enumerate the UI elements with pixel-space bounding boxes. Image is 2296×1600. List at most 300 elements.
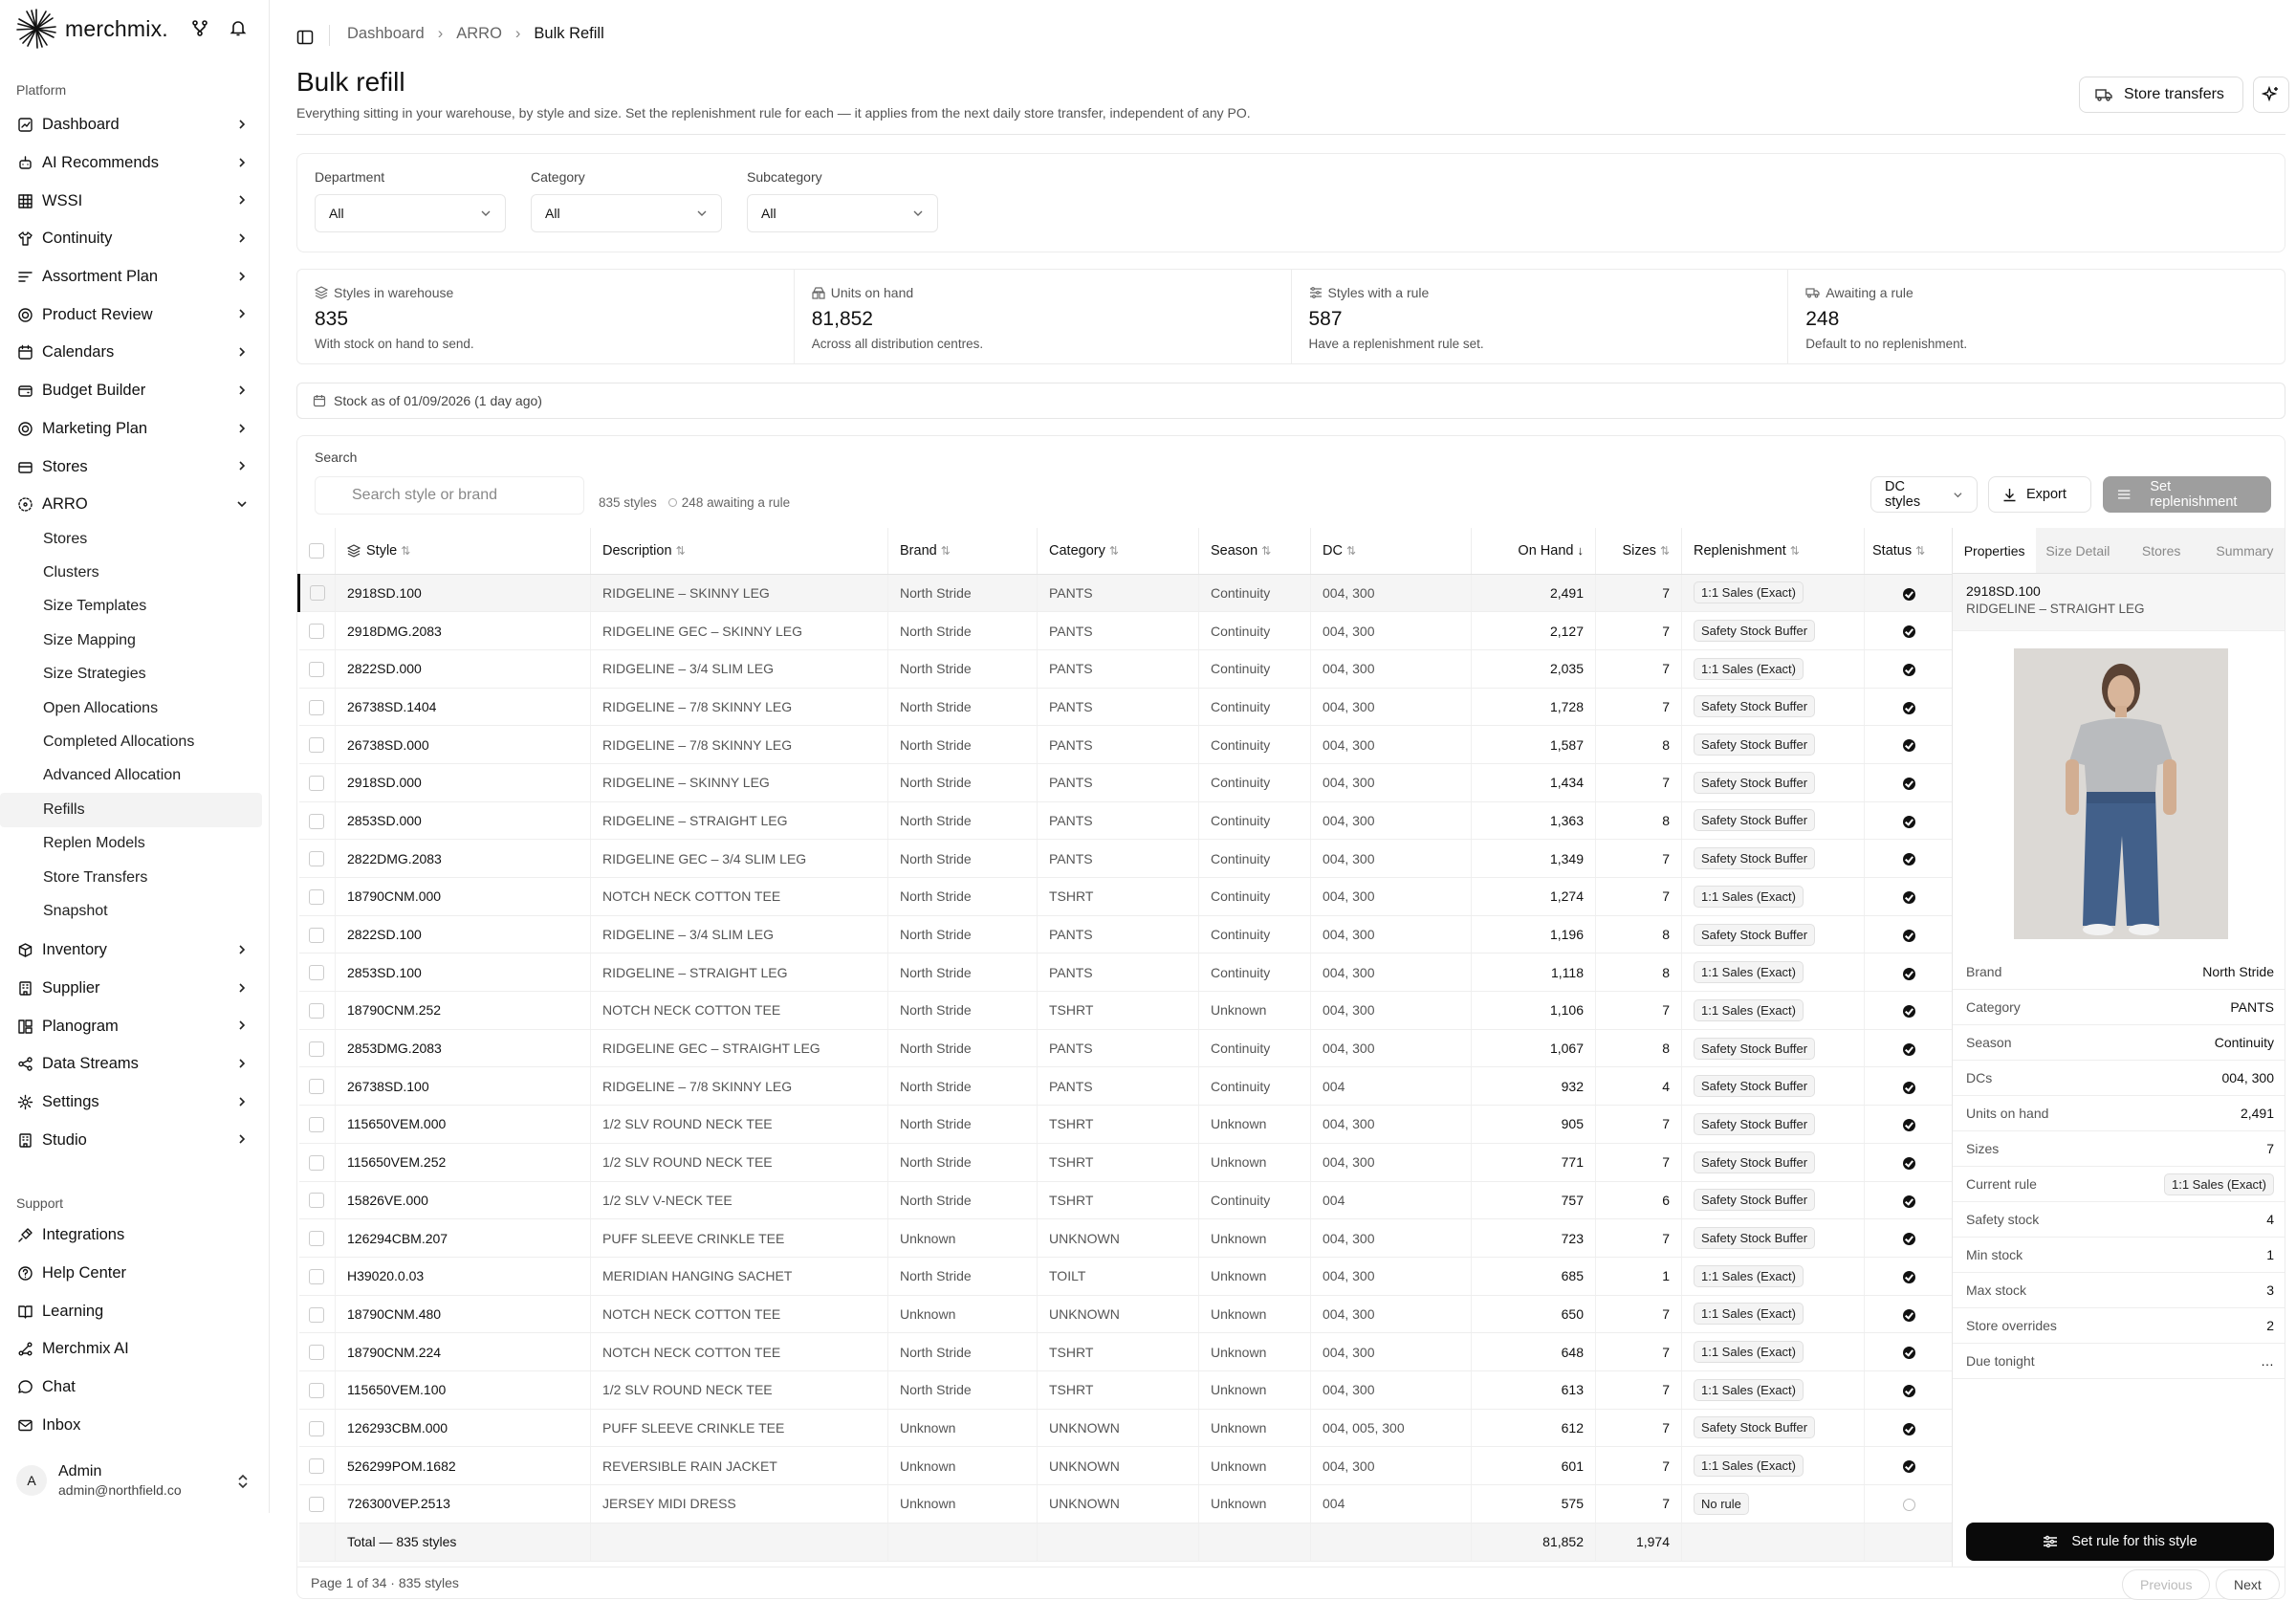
store-transfers-label: Store transfers [2124, 86, 2224, 102]
cell-style: 526299POM.1682 [336, 1447, 591, 1485]
gear-icon [17, 1094, 33, 1110]
sidebar-item-label: AI Recommends [42, 154, 159, 172]
sidebar-item-planogram[interactable] [0, 1007, 270, 1045]
tab-stores[interactable]: Stores [2120, 528, 2203, 573]
col-on-hand-label: On Hand [1518, 542, 1574, 559]
cell-on-hand: 2,035 [1472, 649, 1596, 688]
cell-brand: North Stride [888, 649, 1038, 688]
property-value: 1:1 Sales (Exact) [2164, 1173, 2274, 1195]
table-row[interactable] [299, 1219, 1954, 1258]
table-row[interactable] [299, 1447, 1954, 1485]
cell-season: Unknown [1199, 1143, 1311, 1181]
row-checkbox[interactable] [299, 649, 336, 688]
sidebar-item-product-review[interactable] [0, 296, 270, 334]
cell-style: 115650VEM.252 [336, 1143, 591, 1181]
cell-on-hand: 2,127 [1472, 612, 1596, 650]
cell-dc: 004, 300 [1311, 992, 1472, 1030]
col-style[interactable] [336, 528, 591, 574]
cell-dc: 004, 300 [1311, 878, 1472, 916]
cell-brand: North Stride [888, 1370, 1038, 1409]
cell-status [1865, 1447, 1954, 1485]
cell-on-hand: 905 [1472, 1106, 1596, 1144]
cell-brand: North Stride [888, 1067, 1038, 1106]
check-circle-icon [1903, 1119, 1915, 1131]
truck-icon [2095, 87, 2112, 102]
cell-season: Unknown [1199, 1295, 1311, 1333]
plug-icon [17, 1227, 33, 1243]
sidebar-item-label: Settings [42, 1093, 99, 1111]
sort-desc-icon: ↓ [1577, 542, 1584, 558]
table-row[interactable] [299, 649, 1954, 688]
arro-subitem-snapshot[interactable]: Snapshot [43, 902, 108, 919]
box-icon [17, 942, 33, 958]
sliders-icon [17, 269, 33, 285]
sidebar-item-merchmix-ai[interactable] [0, 1330, 270, 1369]
cell-category: PANTS [1038, 612, 1199, 650]
table-row[interactable] [299, 1485, 1954, 1523]
cell-category: UNKNOWN [1038, 1485, 1199, 1523]
table-row[interactable] [299, 953, 1954, 992]
cell-status [1865, 1409, 1954, 1447]
col-description[interactable] [591, 528, 888, 574]
store-transfers-button[interactable] [2079, 77, 2243, 113]
table-row[interactable] [299, 1295, 1954, 1333]
sparkle-icon [2262, 85, 2281, 104]
cell-on-hand: 932 [1472, 1067, 1596, 1106]
cell-season: Unknown [1199, 1219, 1311, 1258]
cell-description: JERSEY MIDI DRESS [591, 1485, 888, 1523]
replenishment-badge: Safety Stock Buffer [1694, 1416, 1815, 1438]
tab-properties[interactable]: Properties [1953, 528, 2036, 573]
arro-subitem-size-mapping[interactable]: Size Mapping [43, 631, 136, 648]
cell-replenishment [1682, 574, 1865, 612]
cell-on-hand: 601 [1472, 1447, 1596, 1485]
col-status[interactable] [1865, 528, 1954, 574]
sidebar-item-inbox[interactable] [0, 1406, 270, 1444]
cell-category: PANTS [1038, 801, 1199, 840]
boxes-icon [812, 286, 825, 299]
sidebar-item-ai-recommends[interactable] [0, 144, 270, 183]
dc-styles-label: DC styles [1885, 479, 1921, 510]
cell-season: Continuity [1199, 763, 1311, 801]
check-circle-icon [1903, 891, 1915, 904]
table-row[interactable] [299, 763, 1954, 801]
search-input[interactable] [315, 476, 584, 515]
cell-on-hand: 575 [1472, 1485, 1596, 1523]
cell-brand: Unknown [888, 1295, 1038, 1333]
row-checkbox[interactable] [299, 1333, 336, 1371]
sort-icon: ⇅ [940, 543, 951, 558]
table-row[interactable] [299, 840, 1954, 878]
arro-subitem-open-allocations[interactable]: Open Allocations [43, 699, 159, 716]
arro-subitem-stores[interactable]: Stores [43, 530, 88, 547]
chevron-down-icon [1953, 490, 1963, 500]
cell-on-hand: 1,349 [1472, 840, 1596, 878]
col-brand[interactable] [888, 528, 1038, 574]
row-checkbox[interactable] [299, 992, 336, 1030]
set-replenishment-button[interactable] [2103, 476, 2271, 513]
sidebar-item-label: Stores [42, 457, 88, 475]
sidebar-item-dashboard[interactable] [0, 106, 270, 144]
check-circle-icon [1903, 1082, 1915, 1094]
cell-season: Unknown [1199, 1409, 1311, 1447]
row-checkbox[interactable] [299, 1106, 336, 1144]
row-checkbox[interactable] [299, 1067, 336, 1106]
previous-page-button[interactable]: Previous [2122, 1569, 2210, 1600]
cell-category: TOILT [1038, 1257, 1199, 1295]
row-checkbox[interactable] [299, 1447, 336, 1485]
table-row[interactable] [299, 1181, 1954, 1219]
cell-replenishment [1682, 649, 1865, 688]
subcategory-select[interactable] [747, 194, 938, 232]
replenishment-badge: 1:1 Sales (Exact) [1694, 1379, 1804, 1401]
chevron-right-icon [235, 1019, 249, 1032]
cell-brand: North Stride [888, 992, 1038, 1030]
cell-season: Continuity [1199, 878, 1311, 916]
sidebar-item-help-center[interactable] [0, 1255, 270, 1293]
cell-status [1865, 574, 1954, 612]
arro-subitem-replen-models[interactable]: Replen Models [43, 835, 145, 852]
cell-category: TSHRT [1038, 1370, 1199, 1409]
cell-description: 1/2 SLV ROUND NECK TEE [591, 1106, 888, 1144]
arro-subitem-advanced-allocation[interactable]: Advanced Allocation [43, 767, 182, 784]
col-dc[interactable] [1311, 528, 1472, 574]
row-checkbox[interactable] [299, 1143, 336, 1181]
sidebar-item-supplier[interactable] [0, 970, 270, 1008]
replenishment-badge: Safety Stock Buffer [1694, 1189, 1815, 1211]
cell-season: Continuity [1199, 688, 1311, 726]
row-checkbox[interactable] [299, 1257, 336, 1295]
cell-season: Unknown [1199, 1106, 1311, 1144]
property-key: Store overrides [1966, 1318, 2057, 1333]
row-checkbox[interactable] [299, 1029, 336, 1067]
sidebar-item-label: Merchmix AI [42, 1340, 129, 1358]
stat-label: Awaiting a rule [1826, 285, 1913, 300]
cell-category: TSHRT [1038, 878, 1199, 916]
breadcrumb-arro[interactable]: ARRO [456, 25, 502, 42]
cell-on-hand: 1,067 [1472, 1029, 1596, 1067]
chevron-down-icon [235, 497, 249, 511]
cell-description: RIDGELINE – STRAIGHT LEG [591, 953, 888, 992]
user-menu[interactable] [0, 1458, 270, 1511]
cell-dc: 004 [1311, 1485, 1472, 1523]
breadcrumb-dashboard[interactable]: Dashboard [347, 25, 425, 42]
sidebar-item-integrations[interactable] [0, 1216, 270, 1255]
property-category [1953, 990, 2285, 1025]
table-row[interactable] [299, 612, 1954, 650]
avatar: A [16, 1465, 47, 1496]
cell-brand: North Stride [888, 1333, 1038, 1371]
cell-replenishment [1682, 953, 1865, 992]
filters-panel [296, 153, 2285, 252]
total-sizes: 1,974 [1596, 1523, 1682, 1561]
cell-dc: 004, 300 [1311, 1370, 1472, 1409]
stat-styles-with-rule [1292, 270, 1789, 363]
cell-brand: North Stride [888, 878, 1038, 916]
sparkle-icon [17, 1341, 33, 1357]
sidebar-item-label: Help Center [42, 1264, 127, 1282]
arro-subitem-store-transfers[interactable]: Store Transfers [43, 868, 148, 886]
cell-dc: 004, 300 [1311, 1106, 1472, 1144]
row-checkbox[interactable] [299, 1295, 336, 1333]
cell-brand: North Stride [888, 1257, 1038, 1295]
table-row[interactable] [299, 1067, 1954, 1106]
cell-style: 18790CNM.480 [336, 1295, 591, 1333]
cell-sizes: 7 [1596, 1333, 1682, 1371]
cell-on-hand: 612 [1472, 1409, 1596, 1447]
sidebar-item-studio[interactable] [0, 1121, 270, 1159]
cell-replenishment [1682, 1106, 1865, 1144]
table-row[interactable] [299, 1333, 1954, 1371]
property-value: 2,491 [2240, 1106, 2274, 1121]
cell-dc: 004, 300 [1311, 1257, 1472, 1295]
table-row[interactable] [299, 1106, 1954, 1144]
brand[interactable] [15, 8, 168, 50]
cell-sizes: 1 [1596, 1257, 1682, 1295]
cell-description: NOTCH NECK COTTON TEE [591, 992, 888, 1030]
cell-description: RIDGELINE – 7/8 SKINNY LEG [591, 688, 888, 726]
chevron-right-icon [235, 345, 249, 359]
search-label: Search [315, 449, 358, 465]
sidebar-item-inventory[interactable] [0, 932, 270, 970]
cell-dc: 004, 300 [1311, 649, 1472, 688]
cell-replenishment [1682, 992, 1865, 1030]
replenishment-badge: Safety Stock Buffer [1694, 620, 1815, 642]
property-key: Due tonight [1966, 1353, 2035, 1369]
sidebar-toggle-icon[interactable] [296, 29, 314, 51]
check-circle-icon [1903, 1347, 1915, 1359]
style-detail-panel [1952, 528, 2285, 1598]
arro-subitem-completed-allocations[interactable]: Completed Allocations [43, 734, 195, 751]
col-sizes[interactable] [1596, 528, 1682, 574]
cell-dc: 004, 300 [1311, 1029, 1472, 1067]
arro-subitem-size-templates[interactable]: Size Templates [43, 598, 147, 615]
table-row[interactable] [299, 1409, 1954, 1447]
panel-style-desc: RIDGELINE – STRAIGHT LEG [1966, 602, 2145, 616]
col-replenishment[interactable] [1682, 528, 1865, 574]
row-checkbox[interactable] [299, 1409, 336, 1447]
col-category[interactable] [1038, 528, 1199, 574]
cell-description: RIDGELINE – SKINNY LEG [591, 763, 888, 801]
sidebar-item-stores[interactable] [0, 448, 270, 486]
row-checkbox[interactable] [299, 688, 336, 726]
arro-icon [17, 496, 33, 513]
dashboard-icon [17, 117, 33, 133]
table-row[interactable] [299, 1370, 1954, 1409]
cell-sizes: 7 [1596, 1447, 1682, 1485]
row-checkbox[interactable] [299, 915, 336, 953]
cell-description: 1/2 SLV V-NECK TEE [591, 1181, 888, 1219]
ai-sparkle-button[interactable] [2253, 77, 2289, 113]
cell-brand: North Stride [888, 688, 1038, 726]
row-checkbox[interactable] [299, 1485, 336, 1523]
cell-category: PANTS [1038, 763, 1199, 801]
cell-style: 2918DMG.2083 [336, 612, 591, 650]
sidebar-item-label: Inventory [42, 941, 107, 959]
cell-category: TSHRT [1038, 992, 1199, 1030]
cell-on-hand: 1,434 [1472, 763, 1596, 801]
table-row[interactable] [299, 801, 1954, 840]
dc-styles-dropdown[interactable] [1870, 476, 1978, 513]
replenishment-badge: Safety Stock Buffer [1694, 1151, 1815, 1173]
help-icon [17, 1265, 33, 1282]
sidebar-item-budget-builder[interactable] [0, 372, 270, 410]
cell-replenishment [1682, 1143, 1865, 1181]
replenishment-badge: Safety Stock Buffer [1694, 1075, 1815, 1097]
empty-circle-icon [1903, 1499, 1915, 1511]
cell-category: PANTS [1038, 1067, 1199, 1106]
tab-size-detail[interactable]: Size Detail [2036, 528, 2119, 573]
property-value: 1 [2266, 1247, 2274, 1262]
select-all-checkbox[interactable] [299, 528, 336, 574]
table-row[interactable] [299, 726, 1954, 764]
cell-sizes: 8 [1596, 801, 1682, 840]
sliders-icon [2043, 1535, 2058, 1548]
product-image [2014, 648, 2228, 939]
refill-table-card [296, 435, 2285, 1598]
chevron-down-icon [912, 208, 924, 219]
cell-dc: 004, 300 [1311, 953, 1472, 992]
panel-header [1953, 574, 2285, 631]
cell-season: Continuity [1199, 840, 1311, 878]
row-checkbox[interactable] [299, 840, 336, 878]
arro-subitem-size-strategies[interactable]: Size Strategies [43, 666, 146, 683]
logo-icon [15, 8, 57, 50]
table-header [299, 528, 1954, 574]
cell-sizes: 7 [1596, 1106, 1682, 1144]
property-max-stock [1953, 1273, 2285, 1308]
cell-on-hand: 1,196 [1472, 915, 1596, 953]
row-checkbox[interactable] [299, 574, 336, 612]
cell-style: 126294CBM.207 [336, 1219, 591, 1258]
chevron-right-icon [235, 422, 249, 435]
cell-status [1865, 1333, 1954, 1371]
row-checkbox[interactable] [299, 878, 336, 916]
cell-style: 15826VE.000 [336, 1181, 591, 1219]
row-checkbox[interactable] [299, 801, 336, 840]
table-row[interactable] [299, 1143, 1954, 1181]
table-row[interactable] [299, 992, 1954, 1030]
replenishment-badge: Safety Stock Buffer [1694, 847, 1815, 869]
properties-list [1953, 954, 2285, 1379]
cell-season: Unknown [1199, 1370, 1311, 1409]
row-checkbox[interactable] [299, 1219, 336, 1258]
stat-label: Styles with a rule [1327, 285, 1430, 300]
cell-replenishment [1682, 1409, 1865, 1447]
sidebar-item-data-streams[interactable] [0, 1045, 270, 1084]
bell-icon[interactable] [230, 19, 247, 36]
row-checkbox[interactable] [299, 763, 336, 801]
set-rule-button[interactable] [1966, 1523, 2274, 1561]
sidebar-item-arro[interactable] [0, 486, 270, 524]
table-row[interactable] [299, 1257, 1954, 1295]
sidebar-item-marketing-plan[interactable] [0, 410, 270, 449]
sidebar-item-chat[interactable] [0, 1369, 270, 1407]
cell-replenishment [1682, 1181, 1865, 1219]
row-checkbox[interactable] [299, 726, 336, 764]
chevron-right-icon [235, 943, 249, 956]
stat-desc: Have a replenishment rule set. [1308, 337, 1484, 351]
cell-sizes: 7 [1596, 688, 1682, 726]
search-placeholder: Search style or brand [352, 487, 498, 503]
next-page-button[interactable]: Next [2216, 1569, 2280, 1600]
cell-season: Unknown [1199, 1257, 1311, 1295]
col-season-label: Season [1211, 542, 1258, 559]
col-season[interactable] [1199, 528, 1311, 574]
table-row[interactable] [299, 574, 1954, 612]
arro-subitem-refills[interactable]: Refills [0, 793, 262, 826]
table-row[interactable] [299, 688, 1954, 726]
department-select[interactable] [315, 194, 506, 232]
shirt-icon [17, 230, 33, 247]
department-label: Department [315, 169, 385, 185]
arro-subitem-clusters[interactable]: Clusters [43, 564, 99, 581]
row-checkbox[interactable] [299, 1181, 336, 1219]
sidebar-item-wssi[interactable] [0, 182, 270, 220]
category-select[interactable] [531, 194, 722, 232]
tab-summary[interactable]: Summary [2203, 528, 2285, 573]
sidebar-item-label: Marketing Plan [42, 419, 148, 437]
sidebar-item-learning[interactable] [0, 1292, 270, 1330]
chevron-down-icon [480, 208, 492, 219]
chevron-right-icon [235, 1095, 249, 1108]
sidebar-item-assortment-plan[interactable] [0, 258, 270, 296]
cell-dc: 004, 300 [1311, 688, 1472, 726]
check-circle-icon [1903, 1005, 1915, 1018]
stats-row [296, 269, 2285, 364]
sidebar-item-label: Supplier [42, 979, 100, 997]
sliders-icon [2117, 488, 2131, 501]
stock-as-of [296, 383, 2285, 419]
cell-sizes: 7 [1596, 1295, 1682, 1333]
cell-brand: Unknown [888, 1409, 1038, 1447]
sort-icon: ⇅ [1261, 543, 1272, 558]
nav-platform-2 [0, 932, 270, 1159]
cell-category: PANTS [1038, 1029, 1199, 1067]
cell-style: 126293CBM.000 [336, 1409, 591, 1447]
cell-style: 2822SD.000 [336, 649, 591, 688]
sidebar-item-settings[interactable] [0, 1084, 270, 1122]
row-checkbox[interactable] [299, 1370, 336, 1409]
support-label: Support [16, 1195, 64, 1211]
cell-replenishment [1682, 1029, 1865, 1067]
target-icon [17, 421, 33, 437]
subcategory-label: Subcategory [747, 169, 822, 185]
branch-icon[interactable] [191, 19, 208, 36]
table-row[interactable] [299, 878, 1954, 916]
chevron-right-icon [235, 1057, 249, 1070]
row-checkbox[interactable] [299, 612, 336, 650]
stat-desc: Across all distribution centres. [811, 337, 984, 351]
cell-season: Continuity [1199, 612, 1311, 650]
panel-style-code: 2918SD.100 [1966, 583, 2041, 599]
export-button[interactable] [1988, 476, 2091, 513]
table-row[interactable] [299, 1029, 1954, 1067]
cell-status [1865, 649, 1954, 688]
table-row[interactable] [299, 915, 1954, 953]
col-on-hand[interactable] [1472, 528, 1596, 574]
cell-description: RIDGELINE – 7/8 SKINNY LEG [591, 1067, 888, 1106]
sidebar-item-continuity[interactable] [0, 220, 270, 258]
cell-season: Continuity [1199, 953, 1311, 992]
cell-style: 2822DMG.2083 [336, 840, 591, 878]
row-checkbox[interactable] [299, 953, 336, 992]
col-description-label: Description [602, 542, 672, 559]
check-circle-icon [1903, 739, 1915, 752]
sidebar-item-calendars[interactable] [0, 334, 270, 372]
cell-style: 18790CNM.224 [336, 1333, 591, 1371]
replenishment-badge: Safety Stock Buffer [1694, 1038, 1815, 1060]
